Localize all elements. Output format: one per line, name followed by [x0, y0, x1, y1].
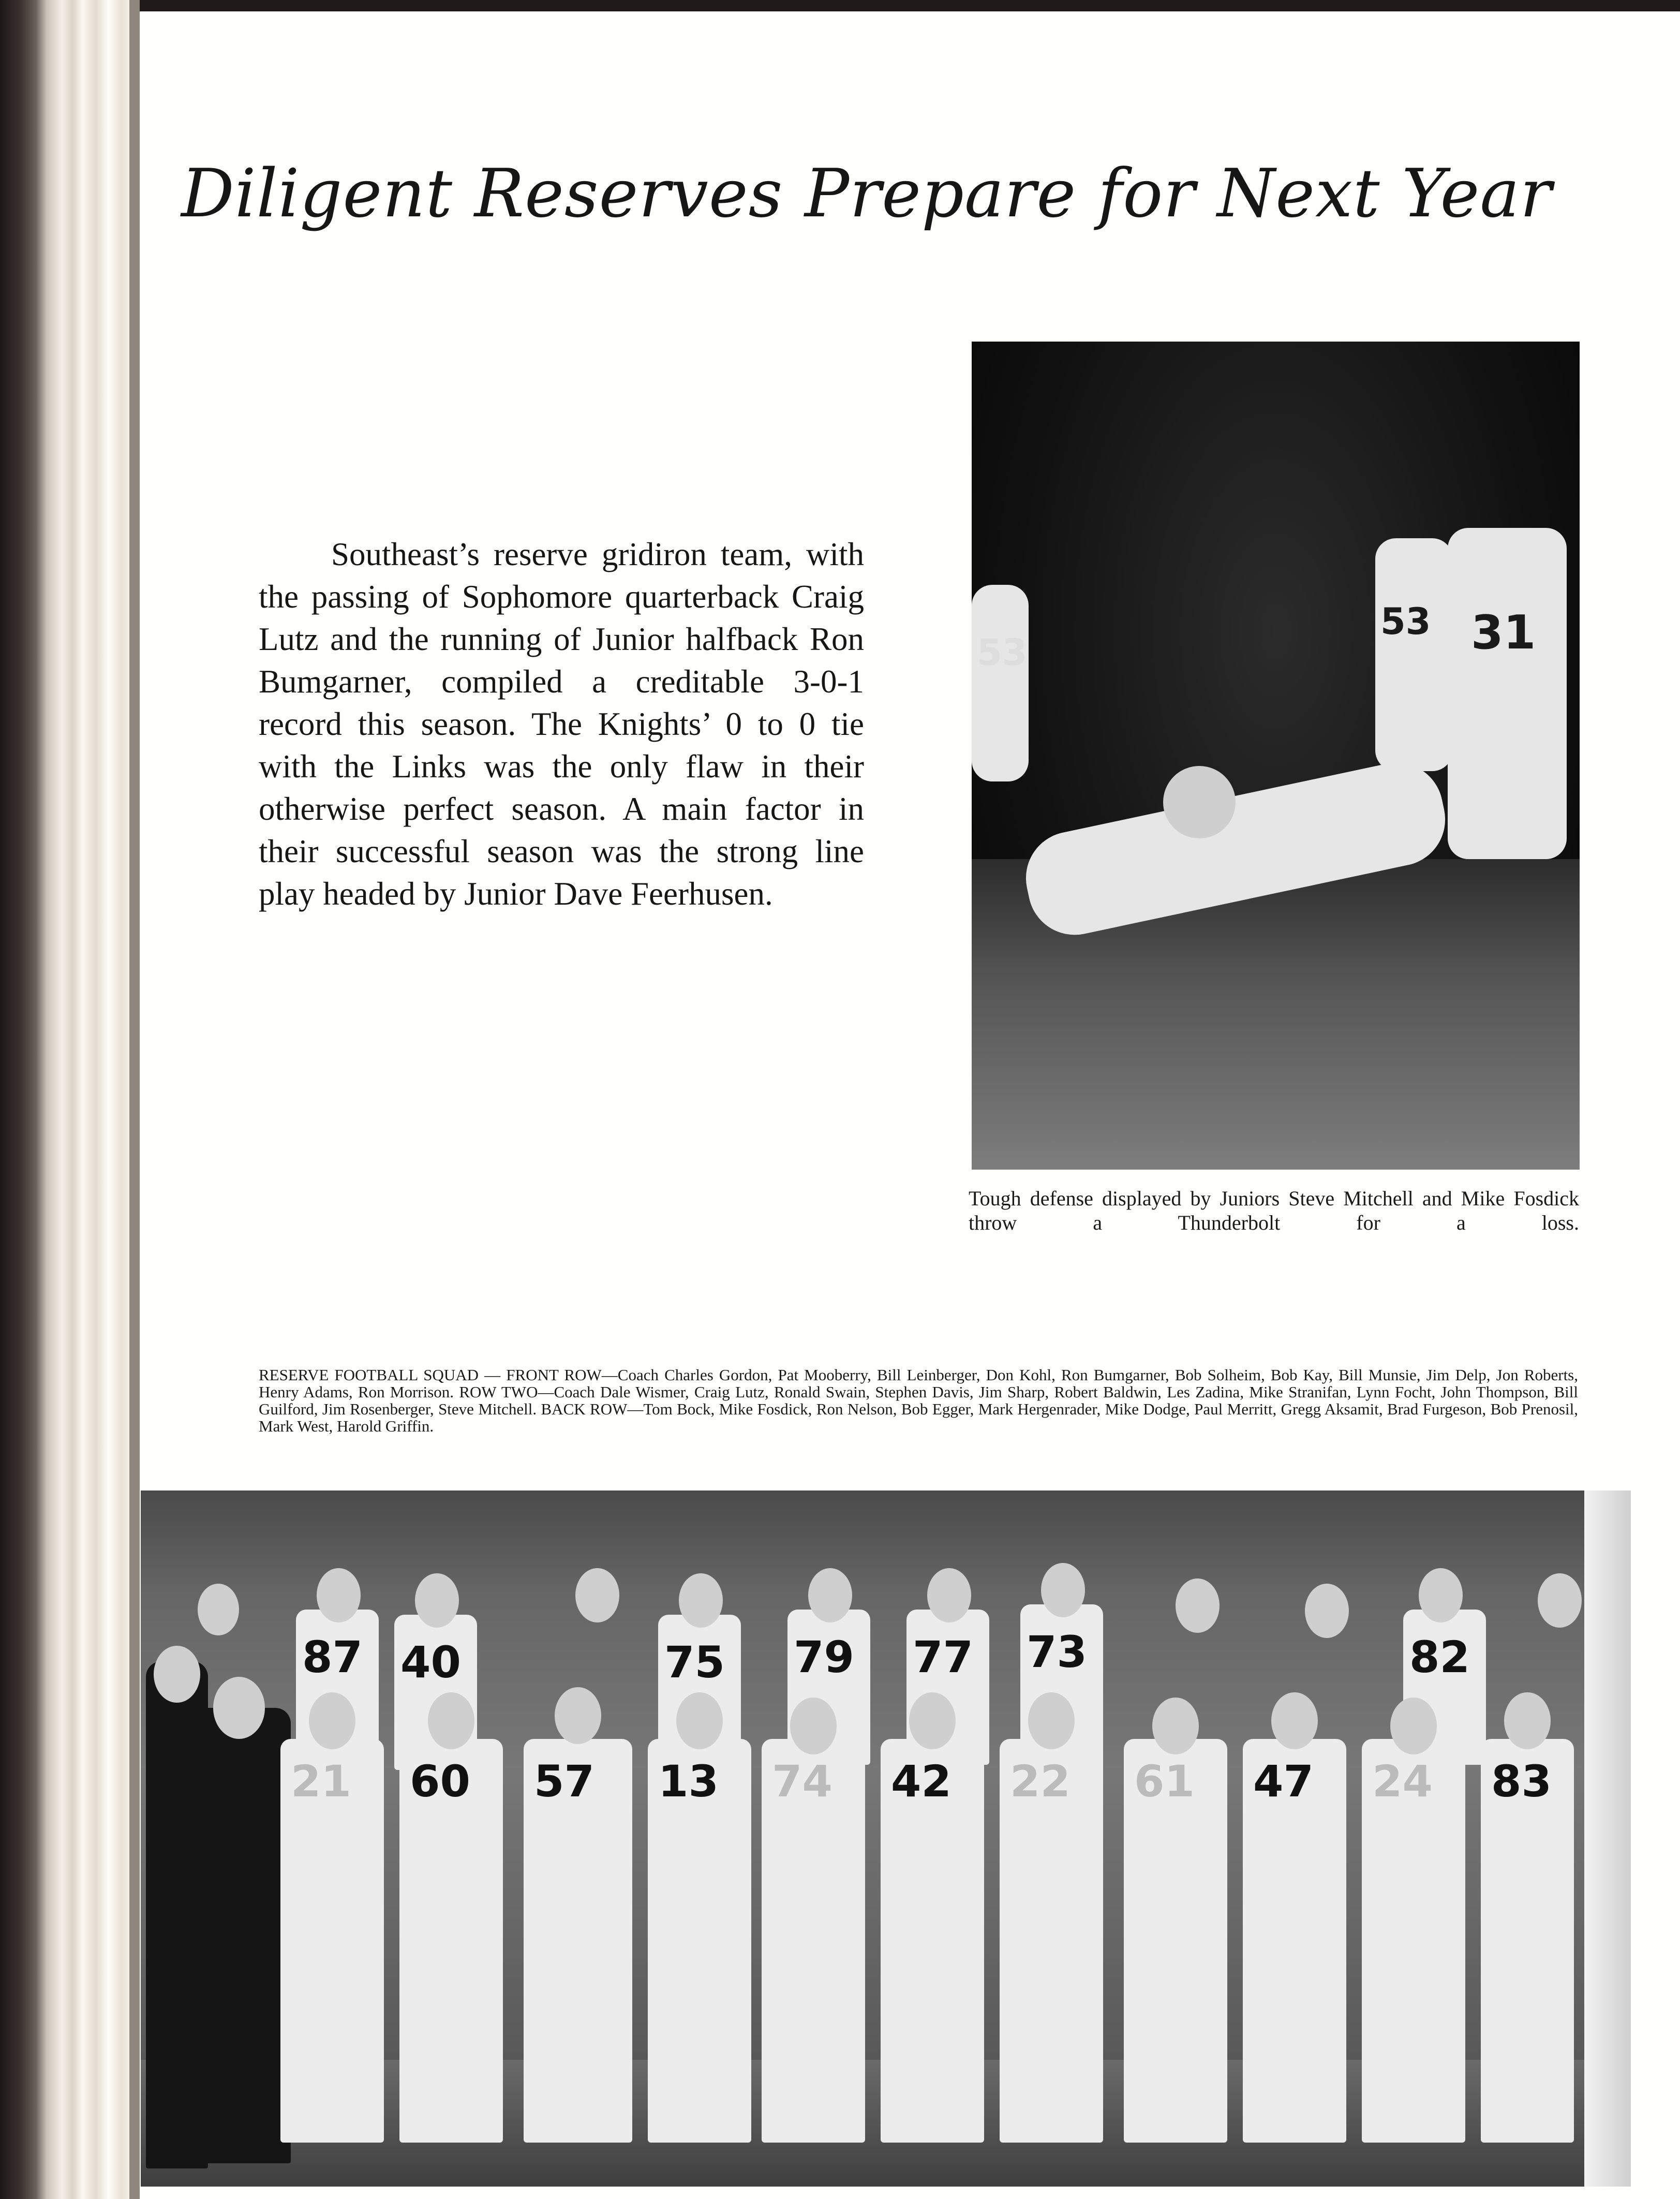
jersey-number: 42: [891, 1756, 951, 1807]
player-head: [1152, 1698, 1199, 1754]
jersey-number: 31: [1471, 606, 1536, 660]
coach-head: [154, 1646, 200, 1703]
jersey-number: 75: [664, 1637, 725, 1688]
jersey-number: 77: [913, 1632, 973, 1683]
jersey-number: 74: [772, 1756, 832, 1807]
front-row-player: [1243, 1739, 1346, 2143]
jersey-number: 83: [1491, 1756, 1552, 1807]
player-head: [555, 1687, 601, 1744]
player-head: [679, 1573, 723, 1628]
article-body: Southeast’s reserve gridiron team, with the passing of Sophomore quarterback Craig Lutz and the running of Junior halfback Ron Bumgarner, compiled a creditable 3-0-1 record this season. The Knights’ 0 to 0 tie with the Links was the only flaw in their otherwise perfect season. A main factor in their successful season was the strong line play headed by Junior Dave Feerhusen.: [259, 536, 864, 912]
player-head: [927, 1568, 971, 1622]
page-edge: [129, 0, 140, 2199]
team-photo: [141, 1490, 1631, 2187]
jersey-number: 61: [1134, 1756, 1195, 1807]
jersey-number: 53: [977, 631, 1028, 674]
player-head: [1538, 1573, 1582, 1628]
front-row-player: [280, 1739, 384, 2143]
front-row-player: [881, 1739, 984, 2143]
jersey-number: 79: [794, 1632, 854, 1683]
player-head: [790, 1698, 837, 1754]
front-row-player: [1362, 1739, 1465, 2143]
jersey-number: 22: [1010, 1756, 1071, 1807]
player-head: [1419, 1568, 1463, 1622]
coach-figure: [192, 1708, 291, 2163]
jersey-number: 60: [410, 1756, 470, 1807]
jersey-number: 47: [1253, 1756, 1314, 1807]
player-head: [309, 1692, 355, 1749]
player-head: [198, 1584, 239, 1635]
roster-caption: RESERVE FOOTBALL SQUAD — FRONT ROW—Coach Charles Gordon, Pat Mooberry, Bill Leinberger, Don Kohl, Ron Bumgarner, Bob Solheim, Bob Kay, Bill Munsie, Jim Delp, Jon Roberts, Henry Adams, Ron Morrison. ROW TWO—Coach Dale Wismer, Craig Lutz, Ronald Swain, Stephen Davis, Jim Sharp, Robert Baldwin, Les Zadina, Mike Stranifan, Lynn Focht, John Thompson, Bill Guilford, Jim Rosenberger, Steve Mitchell. BACK ROW—Tom Bock, Mike Fosdick, Ron Nelson, Bob Egger, Mark Hergenrader, Mike Dodge, Paul Merritt, Gregg Aksamit, Brad Furgeson, Bob Prenosil, Mark West, Harold Griffin.: [259, 1366, 1578, 1435]
action-photo: [972, 342, 1580, 1170]
helmet: [1163, 766, 1236, 838]
front-row-player: [762, 1739, 865, 2143]
front-row-player: [1481, 1739, 1574, 2143]
player-runner: [1375, 538, 1453, 771]
jersey-number: 13: [658, 1756, 719, 1807]
page-headline: Diligent Reserves Prepare for Next Year: [181, 155, 1552, 232]
player-head: [1504, 1692, 1551, 1749]
jersey-number: 73: [1027, 1627, 1087, 1677]
front-row-player: [524, 1739, 632, 2143]
player-head: [415, 1573, 459, 1628]
front-row-player: [648, 1739, 751, 2143]
player-head: [909, 1692, 956, 1749]
player-head: [575, 1568, 619, 1622]
player-left: [972, 585, 1029, 781]
player-31: [1448, 528, 1567, 859]
player-head: [1176, 1578, 1220, 1633]
jersey-number: 57: [534, 1756, 594, 1807]
player-head: [1305, 1584, 1349, 1638]
player-head: [1041, 1563, 1085, 1617]
player-head: [1390, 1698, 1437, 1754]
book-binding: [0, 0, 140, 2199]
player-head: [1271, 1692, 1318, 1749]
front-row-player: [1124, 1739, 1227, 2143]
player-head: [676, 1692, 723, 1749]
player-head: [808, 1568, 852, 1622]
jersey-number: 87: [302, 1632, 363, 1683]
front-row-player: [399, 1739, 503, 2143]
player-head: [1028, 1692, 1075, 1749]
coach-head: [213, 1677, 265, 1739]
jersey-number: 40: [400, 1637, 461, 1688]
front-row-player: [1000, 1739, 1103, 2143]
jersey-number: 82: [1409, 1632, 1470, 1683]
jersey-number: 24: [1372, 1756, 1433, 1807]
jersey-number: 53: [1380, 600, 1431, 643]
photo-right-edge: [1584, 1490, 1631, 2187]
jersey-number: 21: [291, 1756, 351, 1807]
top-edge: [0, 0, 1680, 11]
player-head: [428, 1692, 474, 1749]
player-head: [317, 1568, 361, 1622]
photo-caption: Tough defense displayed by Juniors Steve Mitchell and Mike Fosdick throw a Thunderbolt for a loss.: [969, 1187, 1579, 1234]
